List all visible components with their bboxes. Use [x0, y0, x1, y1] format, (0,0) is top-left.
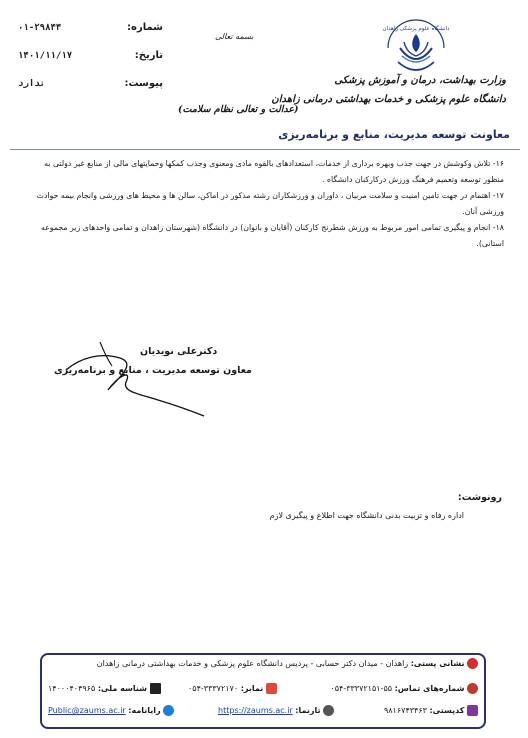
department-name: معاونت توسعه مدیریت، منابع و برنامه‌ریزی — [278, 128, 510, 141]
cc-label: رونوشت: — [457, 492, 502, 503]
letter-number-label: شماره: — [127, 22, 163, 33]
phone-label: شماره‌های تماس: — [394, 684, 465, 693]
phone-value: ۰۵۴-۳۳۳۷۲۱۵۱-۵۵ — [330, 684, 393, 693]
invocation: بسمه تعالی — [215, 32, 254, 41]
footer-national-id — [48, 683, 161, 694]
email-label: رایانامه: — [128, 706, 161, 715]
globe-icon — [323, 705, 334, 716]
footer-email — [48, 705, 174, 716]
footer-phone — [330, 683, 478, 694]
logo-text: دانشگاه علوم پزشکی زاهدان — [382, 26, 450, 32]
cc-list — [270, 511, 464, 520]
body-item: ۱۸- انجام و پیگیری تمامی امور مربوط به ورزش شطرنج کارکنان (آقایان و بانوان) در دانشگاه (شهرستان زاهدان و تمامی واحدهای زیر مجموعه استانی). — [40, 223, 504, 248]
header-divider — [10, 149, 520, 150]
attachment-label: پیوست: — [124, 78, 163, 89]
email-icon — [163, 705, 174, 716]
ministry-name: وزارت بهداشت، درمان و آموزش پزشکی — [334, 75, 506, 86]
location-icon — [467, 658, 478, 669]
qr-code-icon — [150, 683, 161, 694]
postal-code-value: ۹۸۱۶۷۴۳۴۶۳ — [383, 706, 427, 715]
letter-meta — [18, 22, 163, 97]
date-label: تاریخ: — [134, 50, 163, 61]
signatory-title: معاون توسعه مدیریت ، منابع و برنامه‌ریزی — [54, 365, 252, 376]
website-link[interactable]: https://zaums.ac.ir — [218, 706, 293, 715]
footer-website — [218, 705, 334, 716]
university-logo — [378, 8, 454, 78]
national-id-label: شناسه ملی: — [97, 684, 147, 693]
mail-icon — [467, 705, 478, 716]
footer-address — [97, 658, 478, 669]
footer-postal-code — [384, 705, 478, 716]
footer-fax — [188, 683, 277, 694]
body-item: ۱۶- تلاش وکوشش در جهت جذب وبهره برداری از خدمات، استعدادهای بالقوه مادی ومعنوی وجذب کمکها وحمایتهای مالی از منابع غیر دولتی به منظور توسعه وتعمیم فرهنگ ورزش درکارکنان دانشگاه . — [44, 159, 504, 184]
cc-item: اداره رفاه و تربیت بدنی دانشگاه جهت اطلاع و پیگیری لازم — [269, 511, 464, 520]
attachment-value: ندارد — [18, 79, 46, 89]
address-label: نشانی پستی: — [410, 659, 465, 668]
signature-scribble — [60, 330, 210, 425]
email-link[interactable]: Public@zaums.ac.ir — [48, 706, 126, 715]
letter-date: ۱۴۰۱/۱۱/۱۷ — [18, 51, 73, 61]
body-item: ۱۷- اهتمام در جهت تامین امنیت و سلامت مربیان ، داوران و ورزشکاران رشته مذکور در اماکن، سالن ها و محیط های ورزشی وانجام بیمه حوادث ورزشی آنان. — [36, 191, 504, 216]
phone-icon — [467, 683, 478, 694]
fax-icon — [266, 683, 277, 694]
letter-number: ۰۱-۲۹۸۴۴ — [18, 23, 62, 33]
fax-label: نمابر: — [240, 684, 264, 693]
university-name: دانشگاه علوم پزشکی و خدمات بهداشتی درمانی زاهدان — [271, 94, 506, 105]
fax-value: ۰۵۴-۳۳۳۷۲۱۷۰ — [188, 684, 239, 693]
signatory-name: دکترعلی نویدیان — [140, 346, 218, 357]
website-label: تارنما: — [295, 706, 321, 715]
slogan: (عدالت و تعالی نظام سلامت) — [178, 104, 299, 115]
address-value: زاهدان - میدان دکتر حسابی - پردیس دانشگاه علوم پزشکی و خدمات بهداشتی درمانی زاهدان — [96, 659, 409, 668]
postal-code-label: کدپستی: — [429, 706, 465, 715]
letter-body — [34, 156, 504, 252]
national-id-value: ۱۴۰۰۰۴۰۴۹۶۵ — [48, 684, 96, 693]
